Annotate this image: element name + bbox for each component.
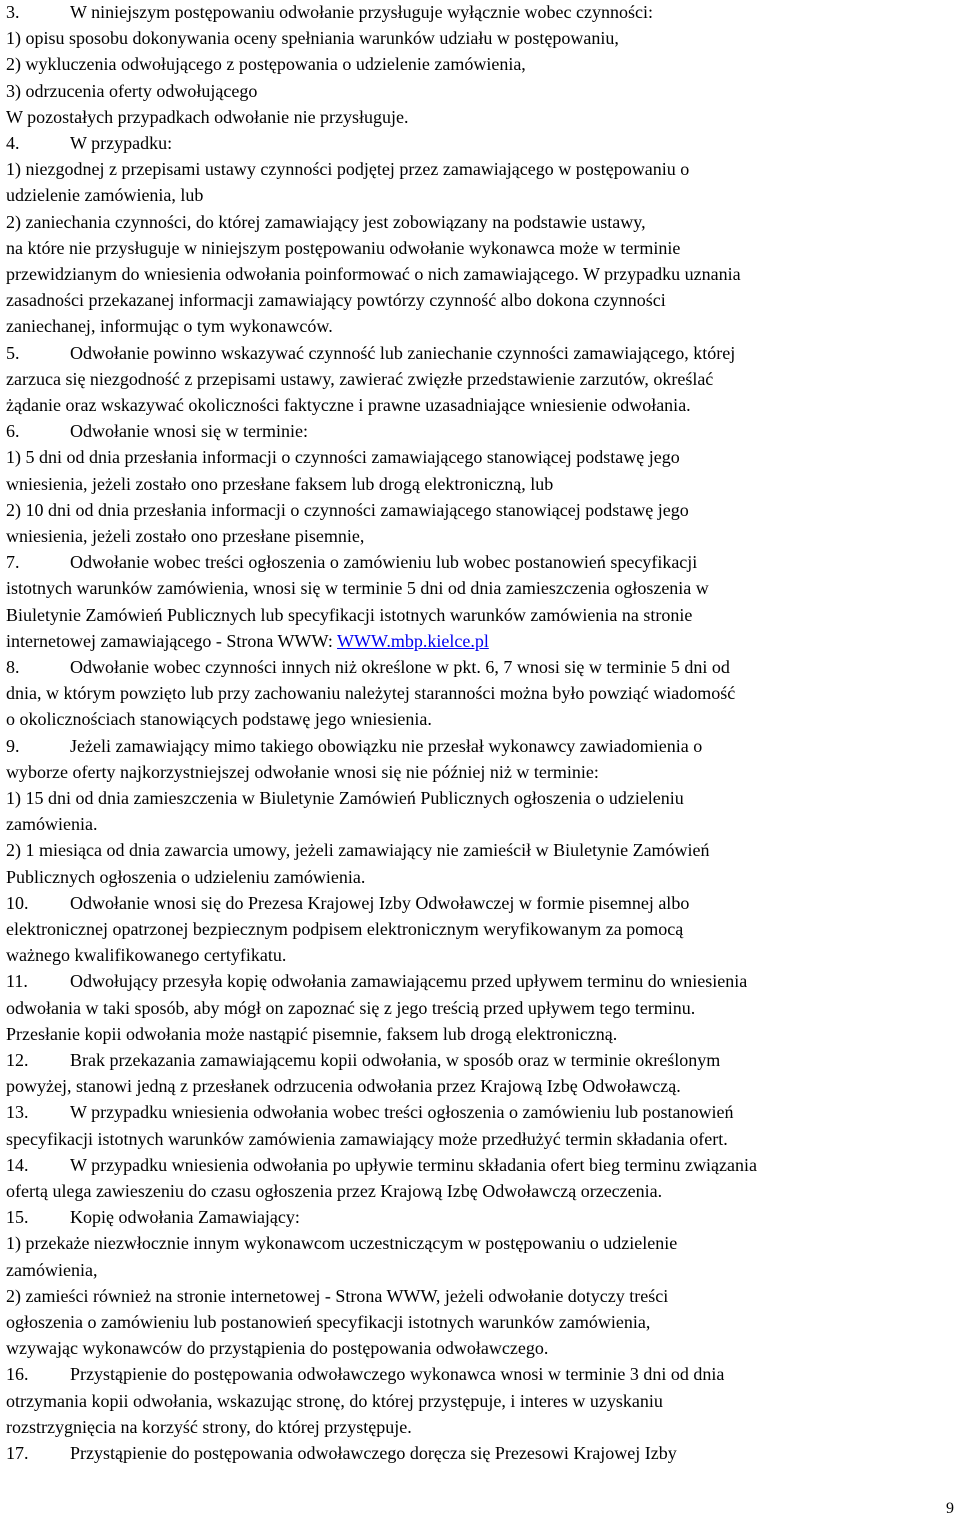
section-text-line: wyborze oferty najkorzystniejszej odwołanie wnosi się nie później niż w terminie: — [6, 762, 599, 782]
section-text-line: wniesienia, jeżeli zostało ono przesłane pisemnie, — [6, 526, 365, 546]
section-text-line: zarzuca się niezgodność z przepisami ustawy, zawierać zwięzłe przedstawienie zarzutów, określać — [6, 369, 714, 389]
section-text-line: Odwołanie wnosi się do Prezesa Krajowej Izby Odwoławczej w formie pisemnej albo — [70, 893, 690, 913]
section-text-line: ofertą ulega zawieszeniu do czasu ogłoszenia przez Krajową Izbę Odwoławczą orzeczenia. — [6, 1181, 663, 1201]
section-text-line: 1) przekaże niezwłocznie innym wykonawcom uczestniczącym w postępowaniu o udzielenie — [6, 1233, 678, 1253]
section-text-line: Przesłanie kopii odwołania może nastąpić pisemnie, faksem lub drogą elektroniczną. — [6, 1024, 618, 1044]
section-text-line: 2) zaniechania czynności, do której zamawiający jest zobowiązany na podstawie ustawy, — [6, 212, 646, 232]
section-text-line: rozstrzygnięcia na korzyść strony, do której przystępuje. — [6, 1417, 412, 1437]
section-text-line: Publicznych ogłoszenia o udzieleniu zamówienia. — [6, 867, 366, 887]
section-text-line: ogłoszenia o zamówieniu lub postanowień specyfikacji istotnych warunków zamówienia, — [6, 1312, 651, 1332]
section-text-line: Przystąpienie do postępowania odwoławczego wykonawca wnosi w terminie 3 dni od dnia — [70, 1364, 725, 1384]
section-text-line: Odwołanie wobec treści ogłoszenia o zamówieniu lub wobec postanowień specyfikacji — [70, 552, 698, 572]
section-text-line: udzielenie zamówienia, lub — [6, 185, 204, 205]
section-number: 16. — [6, 1364, 29, 1384]
section-text-line: 1) 5 dni od dnia przesłania informacji o czynności zamawiającego stanowiącej podstawę jego — [6, 447, 680, 467]
section-number: 5. — [6, 343, 20, 363]
section-text-line: otrzymania kopii odwołania, wskazując stronę, do której przystępuje, i interes w uzyskaniu — [6, 1391, 663, 1411]
section-text-line: W przypadku: — [70, 133, 173, 153]
section-number: 17. — [6, 1443, 29, 1463]
section-text-line: Odwołujący przesyła kopię odwołania zamawiającemu przed upływem terminu do wniesienia — [70, 971, 748, 991]
section-text-line: elektronicznej opatrzonej bezpiecznym podpisem elektronicznym weryfikowanym za pomocą — [6, 919, 684, 939]
section-text-line: 2) wykluczenia odwołującego z postępowania o udzielenie zamówienia, — [6, 54, 526, 74]
section-number: 14. — [6, 1155, 29, 1175]
section-text-line: przewidzianym do wniesienia odwołania poinformować o nich zamawiającego. W przypadku uznania — [6, 264, 741, 284]
section-text-line: Kopię odwołania Zamawiający: — [70, 1207, 300, 1227]
section-number: 9. — [6, 736, 20, 756]
section-text-line: Odwołanie wobec czynności innych niż określone w pkt. 6, 7 wnosi się w terminie 5 dni od — [70, 657, 730, 677]
section-number: 8. — [6, 657, 20, 677]
website-link[interactable]: WWW.mbp.kielce.pl — [337, 631, 489, 651]
section-number: 13. — [6, 1102, 29, 1122]
section-number: 4. — [6, 133, 20, 153]
section-text-line: 1) 15 dni od dnia zamieszczenia w Biuletynie Zamówień Publicznych ogłoszenia o udzieleniu — [6, 788, 684, 808]
section-text-line: zaniechanej, informując o tym wykonawców. — [6, 316, 333, 336]
section-text-line: Jeżeli zamawiający mimo takiego obowiązku nie przesłał wykonawcy zawiadomienia o — [70, 736, 703, 756]
section-text-line: zamówienia. — [6, 814, 98, 834]
section-number: 12. — [6, 1050, 29, 1070]
section-text-line: 3) odrzucenia oferty odwołującego — [6, 81, 258, 101]
section-text-line: istotnych warunków zamówienia, wnosi się w terminie 5 dni od dnia zamieszczenia ogłoszenia w — [6, 578, 709, 598]
section-text-line: dnia, w którym powzięto lub przy zachowaniu należytej staranności można było powziąć wiadomość — [6, 683, 736, 703]
section-text-line: odwołania w taki sposób, aby mógł on zapoznać się z jego treścią przed upływem tego terminu. — [6, 998, 696, 1018]
section-text-line: żądanie oraz wskazywać okoliczności faktyczne i prawne uzasadniające wniesienie odwołania. — [6, 395, 691, 415]
section-number: 6. — [6, 421, 20, 441]
section-text-line: W przypadku wniesienia odwołania wobec treści ogłoszenia o zamówieniu lub postanowień — [70, 1102, 734, 1122]
section-text-line: ważnego kwalifikowanego certyfikatu. — [6, 945, 287, 965]
section-text-line: Brak przekazania zamawiającemu kopii odwołania, w sposób oraz w terminie określonym — [70, 1050, 721, 1070]
section-text-line: W przypadku wniesienia odwołania po upływie terminu składania ofert bieg terminu związania — [70, 1155, 757, 1175]
section-text-line: W pozostałych przypadkach odwołanie nie przysługuje. — [6, 107, 409, 127]
section-text-line: Biuletynie Zamówień Publicznych lub specyfikacji istotnych warunków zamówienia na stronie — [6, 605, 693, 625]
section-number: 15. — [6, 1207, 29, 1227]
section-text-line: W niniejszym postępowaniu odwołanie przysługuje wyłącznie wobec czynności: — [70, 2, 654, 22]
section-text-line: Przystąpienie do postępowania odwoławczego doręcza się Prezesowi Krajowej Izby — [70, 1443, 677, 1463]
section-text-line: Odwołanie wnosi się w terminie: — [70, 421, 308, 441]
section-number: 3. — [6, 2, 20, 22]
section-number: 10. — [6, 893, 29, 913]
section-text-line: Odwołanie powinno wskazywać czynność lub zaniechanie czynności zamawiającego, której — [70, 343, 736, 363]
section-text-line: 1) opisu sposobu dokonywania oceny spełniania warunków udziału w postępowaniu, — [6, 28, 619, 48]
section-text-line: 1) niezgodnej z przepisami ustawy czynności podjętej przez zamawiającego w postępowaniu o — [6, 159, 690, 179]
section-text-line: zasadności przekazanej informacji zamawiający powtórzy czynność albo dokona czynności — [6, 290, 666, 310]
section-text-line: o okolicznościach stanowiących podstawę jego wniesienia. — [6, 709, 432, 729]
section-number: 11. — [6, 971, 28, 991]
section-text-line: specyfikacji istotnych warunków zamówienia zamawiający może przedłużyć termin składania ofert. — [6, 1129, 728, 1149]
section-text-line: 2) 1 miesiąca od dnia zawarcia umowy, jeżeli zamawiający nie zamieścił w Biuletynie Zamówień — [6, 840, 710, 860]
section-text-line: na które nie przysługuje w niniejszym postępowaniu odwołanie wykonawca może w terminie — [6, 238, 681, 258]
section-text-line: zamówienia, — [6, 1260, 98, 1280]
section-text-line: internetowej zamawiającego - Strona WWW: WWW.mbp.kielce.pl — [6, 631, 489, 651]
section-text-line: 2) zamieści również na stronie internetowej - Strona WWW, jeżeli odwołanie dotyczy treści — [6, 1286, 669, 1306]
section-number: 7. — [6, 552, 20, 572]
section-text-line: 2) 10 dni od dnia przesłania informacji o czynności zamawiającego stanowiącej podstawę jego — [6, 500, 689, 520]
section-text-line: wzywając wykonawców do przystąpienia do postępowania odwoławczego. — [6, 1338, 549, 1358]
page-number: 9 — [946, 1500, 954, 1517]
section-text-line: powyżej, stanowi jedną z przesłanek odrzucenia odwołania przez Krajową Izbę Odwoławczą. — [6, 1076, 681, 1096]
section-text-line: wniesienia, jeżeli zostało ono przesłane faksem lub drogą elektroniczną, lub — [6, 474, 554, 494]
